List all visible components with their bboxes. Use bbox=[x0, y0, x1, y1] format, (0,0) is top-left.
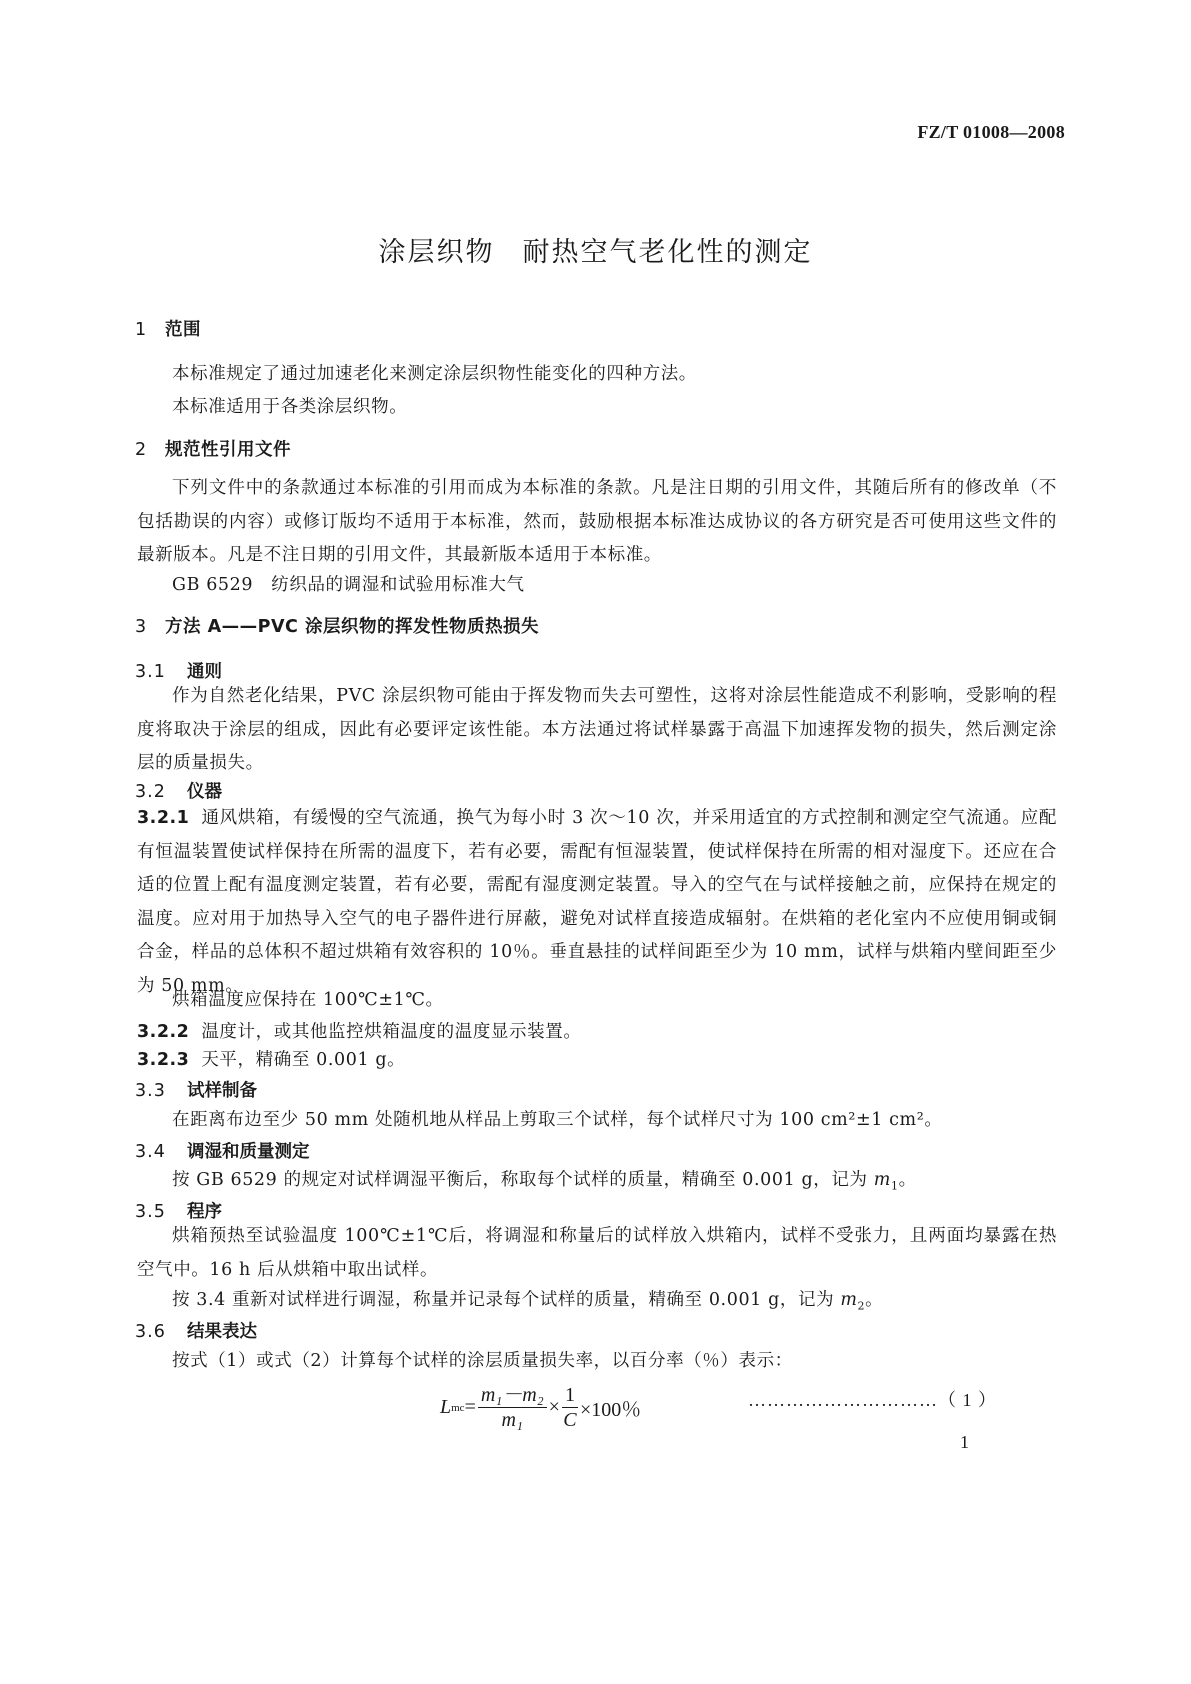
variable-subscript: 1 bbox=[890, 1179, 899, 1193]
clause-3-2-heading bbox=[135, 778, 222, 803]
clause-3-6-heading bbox=[135, 1318, 257, 1343]
clause-number: 3.1 bbox=[135, 662, 166, 682]
clause-3-2-2 bbox=[137, 1018, 581, 1043]
page-title bbox=[0, 230, 1191, 269]
formula-fraction-1 bbox=[478, 1383, 547, 1432]
clause-title: 通则 bbox=[187, 662, 222, 682]
oven-temperature-note: 烘箱温度应保持在 100℃±1℃。 bbox=[172, 990, 444, 1010]
fraction-numerator: m₁－m₂ bbox=[478, 1383, 547, 1408]
clause-text: 温度计，或其他监控烘箱温度的温度显示装置。 bbox=[201, 1022, 582, 1042]
clause-3-3-heading bbox=[135, 1077, 257, 1102]
clause-title: 调湿和质量测定 bbox=[187, 1142, 310, 1162]
section-title: 范围 bbox=[165, 320, 201, 340]
variable-subscript: 2 bbox=[857, 1299, 866, 1313]
clause-number: 3.2 bbox=[135, 782, 166, 802]
clause-number: 3.4 bbox=[135, 1142, 166, 1162]
section-number: 2 bbox=[135, 440, 147, 460]
document-code: FZ/T 01008—2008 bbox=[917, 122, 1065, 142]
equation-number: …………………………（ 1 ） bbox=[748, 1390, 997, 1410]
section-title: 规范性引用文件 bbox=[165, 440, 291, 460]
fraction-denominator: m₁ bbox=[501, 1409, 523, 1431]
clause-title: 结果表达 bbox=[187, 1322, 257, 1342]
variable-m: m bbox=[873, 1170, 891, 1190]
section-title: 方法 A——PVC 涂层织物的挥发性物质热损失 bbox=[165, 617, 539, 637]
formula-lhs: L bbox=[440, 1396, 452, 1418]
section-2-heading bbox=[135, 436, 291, 461]
clause-3-1-text: 作为自然老化结果，PVC 涂层织物可能由于挥发物而失去可塑性，这将对涂层性能造成不利影响，受影响的程度将取决于涂层的组成，因此有必要评定该性能。本方法通过将试样暴露于高温下加速挥发物的损失，然后测定涂层的质量损失。 bbox=[137, 686, 1057, 773]
clause-number: 3.3 bbox=[135, 1081, 166, 1101]
clause-number: 3.2.1 bbox=[137, 808, 190, 828]
clause-title: 仪器 bbox=[187, 782, 222, 802]
title-part-1: 涂层织物 bbox=[378, 237, 495, 268]
clause-3-2-3 bbox=[137, 1046, 405, 1071]
clause-title: 程序 bbox=[187, 1202, 222, 1222]
variable-m: m bbox=[840, 1290, 858, 1310]
formula-1 bbox=[440, 1383, 641, 1432]
clause-title: 试样制备 bbox=[187, 1081, 257, 1101]
formula-fraction-2 bbox=[562, 1383, 578, 1432]
clause-text-end: 。 bbox=[898, 1170, 917, 1190]
clause-3-5-text-2 bbox=[172, 1286, 883, 1313]
clause-text-end: 。 bbox=[865, 1290, 884, 1310]
clause-number: 3.6 bbox=[135, 1322, 166, 1342]
fraction-numerator: 1 bbox=[562, 1383, 578, 1408]
fraction-denominator: C bbox=[563, 1409, 577, 1431]
formula-times: × bbox=[548, 1396, 560, 1418]
clause-text: 按 3.4 重新对试样进行调湿，称量并记录每个试样的质量，精确至 0.001 g，记为 bbox=[172, 1290, 841, 1310]
section-3-heading bbox=[135, 613, 539, 638]
formula-equals: = bbox=[464, 1396, 476, 1418]
clause-3-3-text: 在距离布边至少 50 mm 处随机地从样品上剪取三个试样，每个试样尺寸为 100 cm²±1 cm²。 bbox=[172, 1110, 943, 1130]
clause-3-4-text bbox=[172, 1166, 917, 1193]
clause-number: 3.2.2 bbox=[137, 1022, 190, 1042]
clause-number: 3.5 bbox=[135, 1202, 166, 1222]
formula-lhs-subscript: mc bbox=[451, 1401, 465, 1414]
clause-3-5-text-1: 烘箱预热至试验温度 100℃±1℃后，将调湿和称量后的试样放入烘箱内，试样不受张力，且两面均暴露在热空气中。16 h 后从烘箱中取出试样。 bbox=[137, 1226, 1057, 1280]
section-1-paragraph-2: 本标准适用于各类涂层织物。 bbox=[172, 397, 408, 417]
clause-text: 通风烘箱，有缓慢的空气流通，换气为每小时 3 次～10 次，并采用适宜的方式控制和测定空气流通。应配有恒温装置使试样保持在所需的温度下，若有必要，需配有恒湿装置，使试样保持在所需的相对湿度下。还应在合适的位置上配有温度测定装置，若有必要，需配有湿度测定装置。导入的空气在与试样接触之前，应保持在规定的温度。应对用于加热导入空气的电子器件进行屏蔽，避免对试样直接造成辐射。在烘箱的老化室内不应使用铜或铜合金，样品的总体积不超过烘箱有效容积的 10％。垂直悬挂的试样间距至少为 10 mm，试样与烘箱内壁间距至少为 50 mm。 bbox=[137, 808, 1057, 996]
clause-text: 天平，精确至 0.001 g。 bbox=[201, 1050, 406, 1070]
section-2-paragraph: 下列文件中的条款通过本标准的引用而成为本标准的条款。凡是注日期的引用文件，其随后所有的修改单（不包括勘误的内容）或修订版均不适用于本标准，然而，鼓励根据本标准达成协议的各方研究是否可使用这些文件的最新版本。凡是不注日期的引用文件，其最新版本适用于本标准。 bbox=[137, 478, 1057, 565]
title-part-2: 耐热空气老化性的测定 bbox=[522, 237, 813, 268]
clause-3-6-text: 按式（1）或式（2）计算每个试样的涂层质量损失率，以百分率（％）表示： bbox=[172, 1351, 793, 1371]
clause-3-2-1 bbox=[137, 802, 1057, 1003]
clause-text: 按 GB 6529 的规定对试样调湿平衡后，称取每个试样的质量，精确至 0.001 g，记为 bbox=[172, 1170, 874, 1190]
clause-3-4-heading bbox=[135, 1138, 310, 1163]
normative-reference: GB 6529 纺织品的调湿和试验用标准大气 bbox=[172, 575, 525, 595]
clause-number: 3.2.3 bbox=[137, 1050, 190, 1070]
page-number: 1 bbox=[960, 1432, 969, 1452]
section-1-paragraph-1: 本标准规定了通过加速老化来测定涂层织物性能变化的四种方法。 bbox=[172, 364, 697, 384]
section-number: 1 bbox=[135, 320, 147, 340]
section-number: 3 bbox=[135, 617, 147, 637]
section-1-heading bbox=[135, 316, 201, 341]
formula-times-percent: ×100％ bbox=[579, 1399, 642, 1421]
